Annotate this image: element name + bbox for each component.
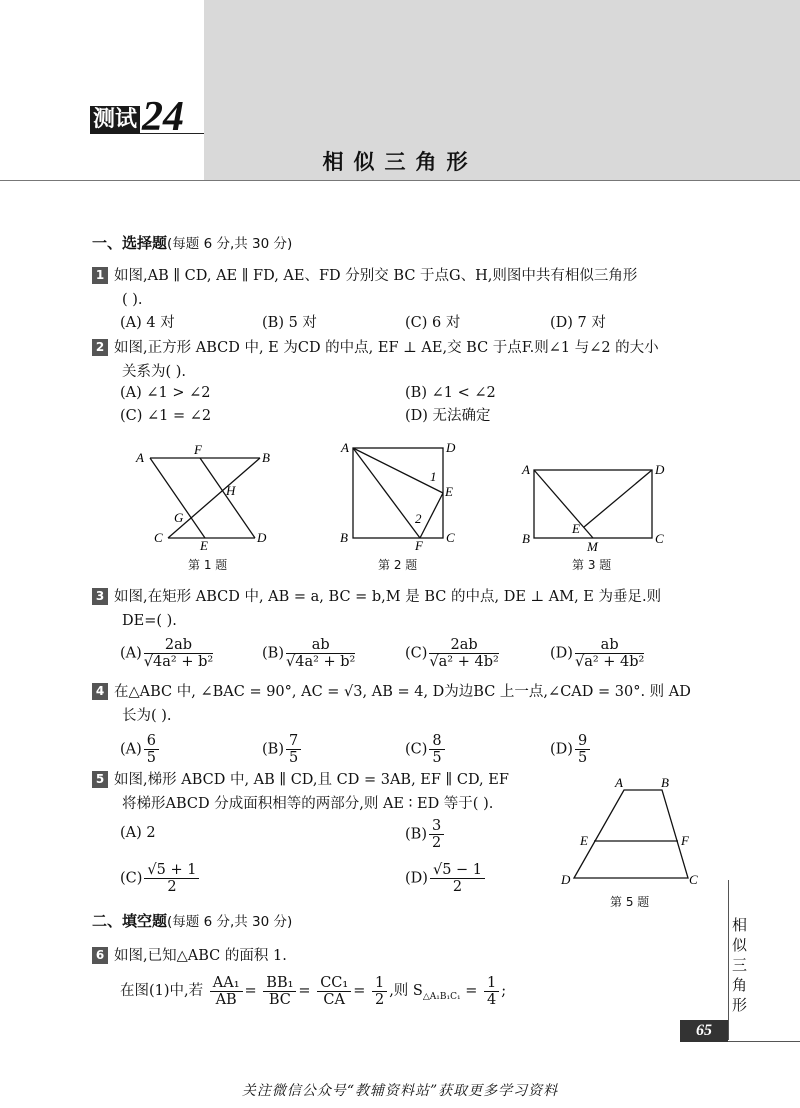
- q6-sub: △A₁B₁C₁: [422, 991, 461, 1002]
- section-1-label: 一、选择题: [92, 234, 168, 252]
- q6-frac-5: [484, 975, 499, 1008]
- question-3-number: 3: [92, 588, 108, 605]
- fig2-label-b: B: [340, 530, 348, 545]
- figure-3-caption: 第 3 题: [572, 558, 612, 572]
- q3-option-c: [405, 637, 501, 670]
- q6-f4-den: 2: [374, 991, 385, 1008]
- q4-c-num: 8: [429, 733, 444, 750]
- q4-option-c: [405, 733, 447, 766]
- q6-f1-num: AA₁: [210, 975, 243, 992]
- fig3-label-d: D: [655, 462, 665, 477]
- q3-d-frac: [575, 637, 644, 670]
- fig5-label-a: A: [615, 775, 623, 790]
- q4-d-label: (D): [550, 741, 573, 758]
- section-1-title: [92, 232, 292, 253]
- q6-frac-4: [372, 975, 387, 1008]
- q5-option-d: [405, 862, 487, 895]
- question-2-text: 如图,正方形 ABCD 中, E 为CD 的中点, EF ⊥ AE,交 BC 于点F.则∠1 与∠2 的大小: [114, 340, 659, 356]
- fig1-label-b: B: [262, 450, 270, 465]
- question-1-text: 如图,AB ∥ CD, AE ∥ FD, AE、FD 分别交 BC 于点G、H,则图中共有相似三角形: [114, 268, 638, 284]
- fig3-label-c: C: [655, 531, 664, 546]
- figure-5: [558, 775, 708, 887]
- q1-option-b: (B) 5 对: [262, 315, 317, 331]
- q6-f5-den: 4: [486, 991, 497, 1008]
- q1-option-c: (C) 6 对: [405, 315, 461, 331]
- q2-option-d: (D) 无法确定: [405, 408, 491, 424]
- fig3-label-b: B: [522, 531, 530, 546]
- q4-b-label: (B): [262, 741, 284, 758]
- q5-option-b: [405, 818, 446, 851]
- q3-b-den: √4a² + b²: [285, 654, 356, 670]
- q4-d-num: 9: [575, 733, 590, 750]
- fig2-label-c: C: [446, 530, 455, 545]
- q5-option-c: [120, 862, 201, 895]
- section-1-note: (每题 6 分,共 30 分): [167, 236, 293, 252]
- fig3-label-e: E: [572, 521, 580, 536]
- q4-option-a: [120, 733, 161, 766]
- fig3-label-a: A: [522, 462, 530, 477]
- q2-option-c: (C) ∠1 = ∠2: [120, 408, 212, 424]
- q4-a-den: 5: [146, 750, 157, 766]
- fig1-label-c: C: [154, 530, 163, 545]
- page-number-rule: [728, 1041, 800, 1042]
- q4-c-label: (C): [405, 741, 428, 758]
- q6-f3-den: CA: [323, 991, 345, 1008]
- q3-b-num: ab: [286, 637, 355, 654]
- fig2-label-e: E: [445, 484, 453, 499]
- fig1-label-h: H: [226, 483, 236, 498]
- q5-b-den: 2: [431, 835, 442, 851]
- fig1-label-e: E: [200, 538, 208, 553]
- q5-c-frac: [144, 862, 199, 895]
- q4-option-d: [550, 733, 592, 766]
- footer-note: 关注微信公众号“教辅资料站”获取更多学习资料: [241, 1083, 559, 1099]
- q2-option-b: (B) ∠1 < ∠2: [405, 385, 496, 401]
- q5-c-label: (C): [120, 870, 143, 887]
- q3-a-label: (A): [120, 645, 142, 662]
- q6-mid: ,则 S: [389, 983, 423, 999]
- q6-frac-2: [263, 975, 296, 1008]
- q6-f2-den: BC: [268, 991, 291, 1008]
- fig2-label-1: 1: [430, 469, 437, 484]
- figure-5-caption: 第 5 题: [610, 895, 650, 909]
- q5-c-den: 2: [167, 879, 177, 895]
- q3-c-frac: [429, 637, 498, 670]
- question-1-number: 1: [92, 267, 108, 284]
- q5-b-label: (B): [405, 826, 427, 843]
- q3-option-d: [550, 637, 646, 670]
- question-1: [92, 264, 732, 312]
- question-6-formula: 在图(1)中,若 $\frac{\text{AA₁}}{AB}$ = $\frac{\text{BB₁}}{BC}$ = $\frac{\text{CC₁}}{CA}$ = $\frac{1}{2}$ ,则 $S_{\triangle A_1B_1C_1}$ = $\frac{1}{4}$ ;: [120, 974, 507, 1008]
- section-2-title: [92, 910, 292, 931]
- q6-frac-3: [317, 975, 351, 1008]
- fig2-label-f: F: [415, 538, 423, 553]
- q5-b-num: 3: [429, 818, 444, 835]
- q3-d-label: (D): [550, 645, 573, 662]
- question-5-text: 如图,梯形 ABCD 中, AB ∥ CD,且 CD = 3AB, EF ∥ CD, EF: [114, 772, 509, 788]
- q4-a-num: 6: [144, 733, 159, 750]
- q4-option-b: [262, 733, 303, 766]
- fig3-label-m: M: [587, 539, 598, 554]
- sidebar-rule: [728, 880, 729, 1040]
- figure-2: [335, 438, 465, 553]
- section-2-note: (每题 6 分,共 30 分): [167, 914, 293, 930]
- question-5-text2: 将梯形ABCD 分成面积相等的两部分,则 AE ∶ ED 等于( ).: [122, 796, 494, 812]
- question-1-text2: ( ).: [122, 292, 143, 308]
- page-title: 相似三角形: [322, 150, 478, 174]
- fig1-label-g: G: [174, 510, 184, 525]
- fig5-label-b: B: [661, 775, 669, 790]
- q3-option-b: [262, 637, 357, 670]
- q4-c-den: 5: [432, 750, 442, 766]
- question-6: [92, 944, 732, 968]
- q4-a-label: (A): [120, 741, 142, 758]
- q5-c-num: √5 + 1: [144, 862, 199, 879]
- q5-d-label: (D): [405, 870, 428, 887]
- question-2: [92, 336, 732, 384]
- q5-d-num: √5 − 1: [430, 862, 485, 879]
- q2-option-a: (A) ∠1 > ∠2: [120, 385, 211, 401]
- q3-d-num: ab: [575, 637, 644, 654]
- q3-option-a: [120, 637, 215, 670]
- q1-option-a: (A) 4 对: [120, 315, 175, 331]
- q5-option-a: (A) 2: [120, 825, 156, 841]
- q4-d-den: 5: [577, 750, 588, 766]
- q5-b-frac: [429, 818, 444, 851]
- q3-a-frac: [144, 637, 213, 670]
- header-band: [204, 0, 800, 180]
- question-2-text2: 关系为( ).: [122, 364, 187, 380]
- figure-2-caption: 第 2 题: [378, 558, 418, 572]
- question-3-text: 如图,在矩形 ABCD 中, AB = a, BC = b,M 是 BC 的中点, DE ⊥ AM, E 为垂足.则: [114, 589, 662, 605]
- figure-1-caption: 第 1 题: [188, 558, 228, 572]
- fig2-label-d: D: [446, 440, 456, 455]
- fig5-label-d: D: [561, 872, 571, 887]
- figure-3: [518, 455, 668, 555]
- q5-d-den: 2: [452, 879, 463, 895]
- q3-c-label: (C): [405, 645, 428, 662]
- question-4: [92, 680, 732, 728]
- q6-f2-num: BB₁: [263, 975, 296, 992]
- fig5-label-f: F: [681, 833, 689, 848]
- question-4-text2: 长为( ).: [122, 708, 172, 724]
- fig2-label-2: 2: [415, 511, 422, 526]
- q6-pre: 在图(1)中,若: [120, 983, 204, 999]
- q4-b-num: 7: [286, 733, 301, 750]
- q6-f4-num: 1: [372, 975, 387, 992]
- fig1-label-d: D: [257, 530, 267, 545]
- question-3-text2: DE=( ).: [122, 613, 177, 629]
- q3-c-den: √a² + 4b²: [429, 654, 499, 670]
- page-number: 65: [680, 1020, 728, 1042]
- sidebar-chapter-title: 相似三角形: [732, 916, 748, 1014]
- q6-frac-1: [210, 975, 243, 1008]
- test-badge: [90, 94, 185, 140]
- fig1-label-a: A: [136, 450, 144, 465]
- figure-1: [130, 438, 290, 553]
- q5-d-frac: [430, 862, 485, 895]
- q6-end: ;: [501, 983, 507, 999]
- section-2-label: 二、填空题: [92, 912, 168, 930]
- q3-c-num: 2ab: [429, 637, 498, 654]
- q3-b-frac: [286, 637, 355, 670]
- question-6-number: 6: [92, 947, 108, 964]
- q3-b-label: (B): [262, 645, 284, 662]
- question-2-number: 2: [92, 339, 108, 356]
- test-number: 24: [142, 94, 185, 140]
- q4-b-den: 5: [288, 750, 299, 766]
- q4-d-frac: [575, 733, 590, 766]
- question-5: [92, 768, 562, 816]
- q3-d-den: √a² + 4b²: [574, 654, 645, 670]
- header-rule: [0, 180, 800, 181]
- q1-option-d: (D) 7 对: [550, 315, 606, 331]
- q4-c-frac: [429, 733, 444, 766]
- q3-a-num: 2ab: [144, 637, 213, 654]
- fig1-label-f: F: [194, 442, 202, 457]
- q6-f3-num: CC₁: [317, 975, 351, 992]
- question-4-number: 4: [92, 683, 108, 700]
- question-4-text: 在△ABC 中, ∠BAC = 90°, AC = √3, AB = 4, D为边BC 上一点,∠CAD = 30°. 则 AD: [114, 684, 691, 700]
- question-3: [92, 585, 732, 633]
- q3-a-den: √4a² + b²: [143, 654, 214, 670]
- q6-f5-num: 1: [484, 975, 499, 992]
- question-6-text: 如图,已知△ABC 的面积 1.: [114, 948, 287, 964]
- question-5-number: 5: [92, 771, 108, 788]
- q4-b-frac: [286, 733, 301, 766]
- fig5-label-e: E: [580, 833, 588, 848]
- q4-a-frac: [144, 733, 159, 766]
- fig5-label-c: C: [689, 872, 698, 887]
- fig2-label-a: A: [341, 440, 349, 455]
- q6-f1-den: AB: [215, 991, 237, 1008]
- test-label: 测试: [90, 106, 140, 134]
